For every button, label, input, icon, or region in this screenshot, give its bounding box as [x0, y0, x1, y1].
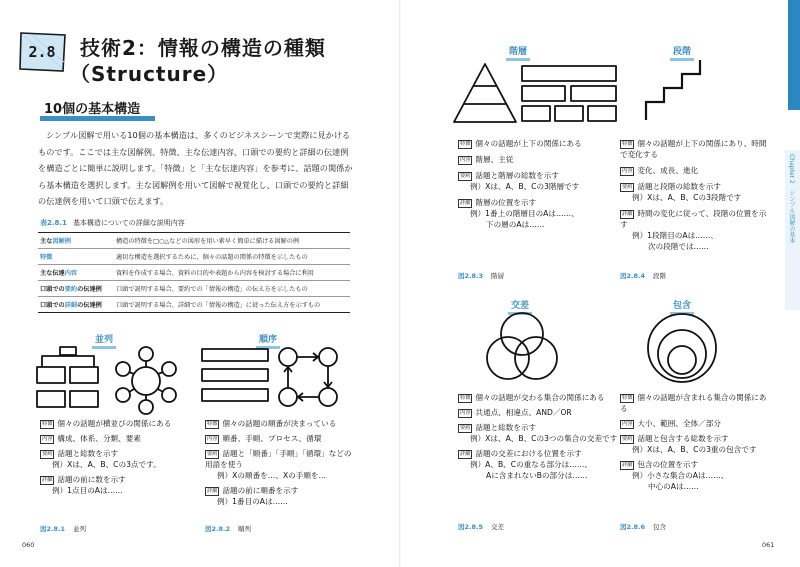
- intro-text: シンプル図解で用いる10個の基本構造は、多くのビジネスシーンで実際に見かけるものです。ここでは主な図解例、特徴、主な伝達内容、口頭での要約と詳細の伝達例を構造ごとに簡単に説明します。「特徴」と「主な伝達内容」を参考に、話題の関係から基本構造を選択します。主な図解例を用いて図解で視覚化し、口頭での要約と詳細の伝達例を用いて口頭で伝えます。: [38, 130, 353, 206]
- heiretsu-text: [40, 418, 190, 496]
- kosa-summary: 要約 話題と総数を示す: [460, 423, 537, 432]
- heiretsu-summary: 要約 話題と総数を示す: [42, 449, 119, 458]
- table-row: [38, 233, 350, 249]
- tag-content: 内容: [622, 168, 633, 174]
- row-key: 主な図解例: [38, 233, 114, 249]
- junjo-diagram: [200, 345, 350, 415]
- tag-feature: 特徴: [207, 421, 218, 427]
- tag-detail: 詳細: [207, 488, 218, 494]
- page-number-right: 061: [762, 541, 775, 549]
- junjo-content: 内容 順番、手順、プロセス、循環: [207, 434, 322, 443]
- row-value: 構造の特徴を□○△などの図形を用い素早く簡単に描ける図解の例: [114, 233, 350, 249]
- right-page: [400, 0, 800, 567]
- edge-color-strip: [788, 0, 800, 110]
- hogan-content: 内容 大小、範囲、全体／部分: [622, 419, 721, 428]
- fig-caption-kosa: 図2.8.5 交差: [458, 523, 505, 531]
- chapter-tab: [785, 150, 800, 310]
- row-key: 口頭での詳細の伝達例: [38, 297, 114, 313]
- tag-content: 内容: [460, 410, 471, 416]
- kosa-detail: 詳細 話題の交差における位置を示す: [460, 449, 582, 458]
- hogan-detail: 詳細 包含の位置を示す: [622, 460, 699, 469]
- tag-content: 内容: [42, 436, 53, 442]
- heiretsu-content: 内容 構成、体系、分類、要素: [42, 434, 141, 443]
- tag-feature: 特徴: [622, 141, 633, 147]
- kaiso-content: 内容 階層、主従: [460, 155, 514, 164]
- fig-caption-dankai: 図2.8.4 段階: [620, 272, 667, 280]
- tag-feature: 特徴: [460, 141, 471, 147]
- row-key: 主な伝達内容: [38, 265, 114, 281]
- kaiso-detail-example-1: 例）1番上の階層目のAは……、: [470, 209, 579, 218]
- section-heading: 10個の基本構造: [44, 102, 141, 117]
- tag-detail: 詳細: [42, 477, 53, 483]
- table-caption-number: 表2.8.1: [40, 219, 67, 227]
- junjo-title: 順序: [248, 332, 288, 349]
- chapter-title: 技術2：情報の構造の種類: [80, 36, 326, 60]
- junjo-feature: 特徴 個々の話題の順番が決まっている: [207, 419, 337, 428]
- tag-summary: 要約: [622, 184, 633, 190]
- tag-summary: 要約: [460, 173, 471, 179]
- tag-detail: 詳細: [460, 200, 471, 206]
- tag-summary: 要約: [207, 451, 218, 457]
- kosa-title: 交差: [500, 298, 540, 315]
- row-value: 口頭で説明する場合、詳細での「情報の構造」に従った伝え方を示すもの: [114, 297, 350, 313]
- kosa-text: [458, 392, 618, 481]
- heiretsu-detail-example: 例）1点目のAは……: [52, 486, 123, 495]
- description-table: [38, 232, 350, 313]
- junjo-detail: 詳細 話題の前に順番を示す: [207, 486, 299, 495]
- fig-caption-hogan: 図2.8.6 包含: [620, 523, 667, 531]
- kosa-diagram: [482, 310, 562, 386]
- kosa-feature: 特徴 個々の話題が交わる集合の関係にある: [460, 393, 605, 402]
- chapter-subtitle: （Structure）: [70, 62, 229, 86]
- kosa-detail-example-2: Aに含まれないBの部分は……: [486, 471, 588, 480]
- heiretsu-diagram: [36, 345, 196, 415]
- hogan-summary: 要約 話題と包含する総数を示す: [622, 434, 729, 443]
- row-key: 口頭での要約の伝達例: [38, 281, 114, 297]
- hogan-title: 包含: [662, 298, 702, 315]
- dankai-summary: 要約 話題と段階の総数を示す: [622, 182, 721, 191]
- table-caption-text: 基本構造についての詳細な説明内容: [72, 219, 185, 227]
- kosa-summary-example: 例）Xは、A、B、Cの3つの集合の交差です: [470, 434, 618, 443]
- row-key: 特徴: [38, 249, 114, 265]
- row-value: 適切な構造を選択するために、個々の話題の関係の特徴を示したもの: [114, 249, 350, 265]
- junjo-text: [205, 418, 355, 507]
- dankai-text: [620, 138, 770, 252]
- junjo-summary-example: 例）Xの順番を…、Xの手順を…: [217, 471, 327, 480]
- row-value: 資料を作成する場合、資料の目的や表題から内容を検討する場合に利用: [114, 265, 350, 281]
- hogan-diagram: [642, 310, 722, 386]
- kaiso-detail-example-2: 下の層のAは……: [486, 220, 545, 229]
- junjo-detail-example: 例）1番目のAは……: [217, 497, 288, 506]
- tag-content: 内容: [622, 421, 633, 427]
- tag-content: 内容: [207, 436, 218, 442]
- table-row: [38, 297, 350, 313]
- dankai-diagram: [642, 58, 722, 124]
- tag-detail: 詳細: [460, 451, 471, 457]
- heiretsu-detail: 詳細 話題の前に数を示す: [42, 475, 126, 484]
- chapter-tab-label: Chapter 2 シンプル図解の基本: [788, 154, 795, 244]
- hogan-detail-example-2: 中心のAは……: [648, 482, 699, 491]
- tag-summary: 要約: [42, 451, 53, 457]
- row-value: 口頭で説明する場合、要約での「情報の構造」の伝え方を示したもの: [114, 281, 350, 297]
- tag-summary: 要約: [460, 425, 471, 431]
- tag-feature: 特徴: [622, 395, 633, 401]
- section-number: 2.8: [28, 43, 56, 61]
- heiretsu-summary-example: 例）Xは、A、B、Cの3点です。: [52, 460, 161, 469]
- hogan-summary-example: 例）Xは、A、B、Cの3重の包含です: [632, 445, 757, 454]
- hogan-feature: 特徴 個々の話題が含まれる集合の関係にある: [620, 393, 767, 413]
- tag-detail: 詳細: [622, 211, 633, 217]
- fig-caption-kaiso: 図2.8.3 階層: [458, 272, 505, 280]
- junjo-summary: 要約 話題と「順番」「手順」「循環」などの用語を使う: [205, 449, 352, 469]
- kaiso-text: [458, 138, 618, 230]
- dankai-content: 内容 変化、成長、進化: [622, 166, 699, 175]
- dankai-detail-example-1: 例）1段階目のAは……、: [632, 231, 718, 240]
- table-row: [38, 281, 350, 297]
- section-badge: [18, 30, 66, 74]
- hogan-text: [620, 392, 770, 492]
- kosa-detail-example-1: 例）A、B、Cの重なる部分は……、: [470, 460, 593, 469]
- hogan-detail-example-1: 例）小さな集合のAは……、: [632, 471, 729, 480]
- kosa-content: 内容 共通点、相違点、AND／OR: [460, 408, 572, 417]
- tag-feature: 特徴: [42, 421, 53, 427]
- table-caption: [40, 218, 185, 228]
- kaiso-summary: 要約 話題と階層の総数を示す: [460, 171, 559, 180]
- kaiso-diagram: [452, 60, 622, 126]
- tag-summary: 要約: [622, 436, 633, 442]
- table-row: [38, 265, 350, 281]
- kaiso-summary-example: 例）Xは、A、B、Cの3階層です: [470, 182, 580, 191]
- fig-caption-junjo: 図2.8.2 順列: [205, 525, 252, 533]
- dankai-feature: 特徴 個々の話題が上下の関係にあり、時間で変化する: [620, 139, 767, 159]
- intro-paragraph: [38, 127, 356, 210]
- tag-feature: 特徴: [460, 395, 471, 401]
- kaiso-title: 階層: [498, 44, 538, 61]
- table-row: [38, 249, 350, 265]
- dankai-detail: 詳細 時間の変化に従って、段階の位置を示す: [620, 209, 767, 229]
- page-number-left: 060: [22, 541, 35, 549]
- fig-caption-heiretsu: 図2.8.1 並列: [40, 525, 87, 533]
- tag-content: 内容: [460, 157, 471, 163]
- dankai-title: 段階: [662, 44, 702, 61]
- dankai-summary-example: 例）Xは、A、B、Cの3段階です: [632, 193, 742, 202]
- kaiso-detail: 詳細 階層の位置を示す: [460, 198, 537, 207]
- heiretsu-feature: 特徴 個々の話題が横並びの関係にある: [42, 419, 172, 428]
- dankai-detail-example-2: 次の段階では……: [648, 242, 709, 251]
- tag-detail: 詳細: [622, 462, 633, 468]
- kaiso-feature: 特徴 個々の話題が上下の関係にある: [460, 139, 582, 148]
- heiretsu-title: 並列: [84, 332, 124, 349]
